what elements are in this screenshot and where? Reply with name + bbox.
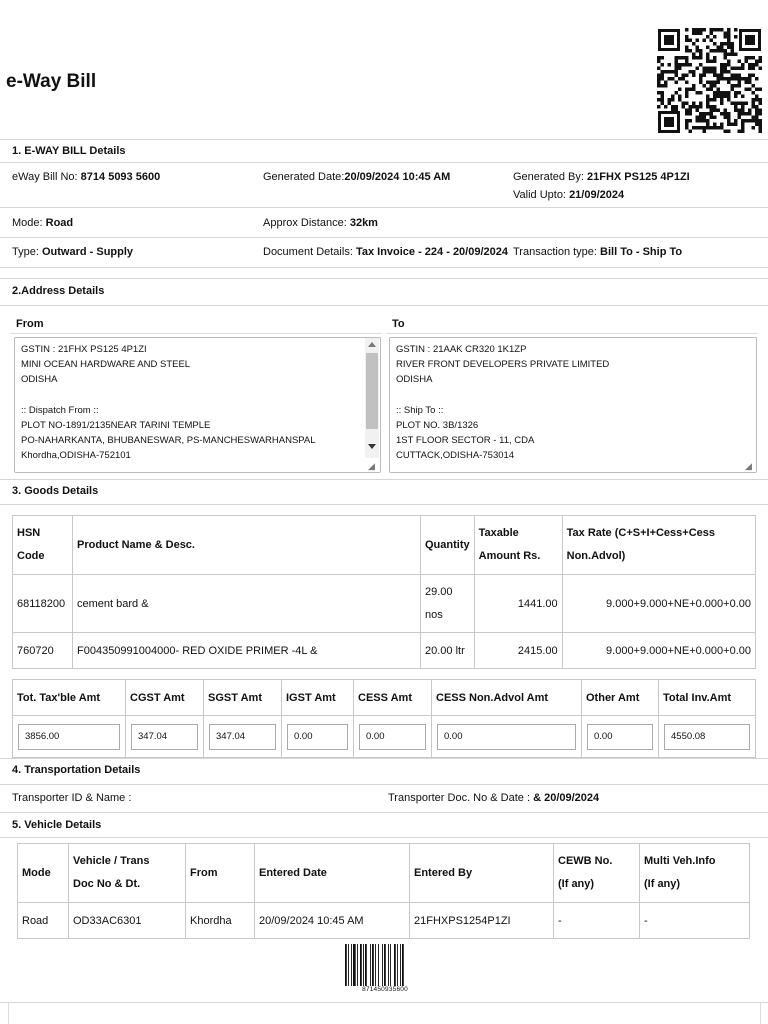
goods-cell-tax-rate: 9.000+9.000+NE+0.000+0.00 <box>562 633 755 669</box>
totals-table <box>12 679 756 758</box>
resize-handle-icon[interactable]: ◢ <box>745 461 752 471</box>
totals-header-cgst: CGST Amt <box>126 680 204 716</box>
barcode-number: 871450935600 <box>362 986 408 993</box>
to-label: To <box>392 318 405 330</box>
vehicle-header-multi: Multi Veh.Info (If any) <box>640 844 750 903</box>
from-label: From <box>16 318 44 330</box>
goods-cell-hsn: 760720 <box>13 633 73 669</box>
goods-header-quantity: Quantity <box>421 516 475 575</box>
vehicle-cell-from: Khordha <box>186 903 255 939</box>
other-field[interactable]: 0.00 <box>587 724 653 750</box>
tot-taxable-field[interactable]: 3856.00 <box>18 724 120 750</box>
table-row <box>18 903 750 939</box>
totals-header-other: Other Amt <box>582 680 659 716</box>
resize-handle-icon[interactable]: ◢ <box>368 461 375 471</box>
eway-bill-no: eWay Bill No: 8714 5093 5600 <box>12 171 161 183</box>
barcode-icon <box>345 944 425 986</box>
cgst-field[interactable]: 347.04 <box>131 724 198 750</box>
totals-header-cess-nonadvol: CESS Non.Advol Amt <box>432 680 582 716</box>
section-vehicle-title: 5. Vehicle Details <box>12 819 102 831</box>
vehicle-header-cewb: CEWB No. (If any) <box>554 844 640 903</box>
mode: Mode: Road <box>12 217 74 229</box>
vehicle-cell-entered-date: 20/09/2024 10:45 AM <box>255 903 410 939</box>
goods-cell-hsn: 68118200 <box>13 575 73 633</box>
approx-distance: Approx Distance: 32km <box>263 217 378 229</box>
to-address-textarea[interactable]: GSTIN : 21AAK CR320 1K1ZP RIVER FRONT DEVELOPERS PRIVATE LIMITED ODISHA :: Ship To :: PLOT NO. 3B/1326 1ST FLOOR SECTOR - 11, CDA CUTTACK,ODISHA-753014 <box>389 337 757 473</box>
goods-header-taxable: Taxable Amount Rs. <box>474 516 562 575</box>
igst-field[interactable]: 0.00 <box>287 724 348 750</box>
cess-nonadvol-field[interactable]: 0.00 <box>437 724 576 750</box>
goods-cell-quantity: 20.00 ltr <box>421 633 475 669</box>
totals-header-total-inv: Total Inv.Amt <box>659 680 756 716</box>
vehicle-cell-cewb: - <box>554 903 640 939</box>
section-transport-title: 4. Transportation Details <box>12 764 141 776</box>
totals-header-taxable: Tot. Tax'ble Amt <box>13 680 126 716</box>
section-address-title: 2.Address Details <box>12 285 105 297</box>
generated-by: Generated By: 21FHX PS125 4P1ZI <box>513 171 690 183</box>
goods-table <box>12 515 756 669</box>
cess-field[interactable]: 0.00 <box>359 724 426 750</box>
supply-type: Type: Outward - Supply <box>12 246 134 258</box>
goods-cell-taxable: 2415.00 <box>474 633 562 669</box>
vehicle-cell-mode: Road <box>18 903 69 939</box>
vehicle-table <box>17 843 750 939</box>
goods-header-hsn: HSN Code <box>13 516 73 575</box>
goods-cell-taxable: 1441.00 <box>474 575 562 633</box>
vehicle-header-entered-by: Entered By <box>410 844 554 903</box>
vehicle-cell-multi: - <box>640 903 750 939</box>
from-address-textarea[interactable]: GSTIN : 21FHX PS125 4P1ZI MINI OCEAN HARDWARE AND STEEL ODISHA :: Dispatch From :: PLOT NO-1891/2135NEAR TARINI TEMPLE PO-NAHARKANTA, BHUBANESWAR, PS-MANCHESWARHANSPAL Khordha,ODISHA-752101 <box>14 337 381 473</box>
table-row <box>13 575 756 633</box>
transporter-doc: Transporter Doc. No & Date : & 20/09/2024 <box>388 792 600 804</box>
vehicle-header-from: From <box>186 844 255 903</box>
goods-header-product: Product Name & Desc. <box>73 516 421 575</box>
qr-code-icon <box>657 28 762 134</box>
table-row <box>13 633 756 669</box>
goods-header-tax-rate: Tax Rate (C+S+I+Cess+Cess Non.Advol) <box>562 516 755 575</box>
vehicle-cell-entered-by: 21FHXPS1254P1ZI <box>410 903 554 939</box>
vehicle-header-vehicle: Vehicle / Trans Doc No & Dt. <box>69 844 186 903</box>
section-eway-title: 1. E-WAY BILL Details <box>12 145 126 157</box>
document-details: Document Details: Tax Invoice - 224 - 20/09/2024 <box>263 246 508 258</box>
goods-cell-tax-rate: 9.000+9.000+NE+0.000+0.00 <box>562 575 755 633</box>
goods-cell-product: cement bard & <box>73 575 421 633</box>
sgst-field[interactable]: 347.04 <box>209 724 276 750</box>
goods-cell-quantity: 29.00 nos <box>421 575 475 633</box>
transaction-type: Transaction type: Bill To - Ship To <box>513 246 683 258</box>
vehicle-header-mode: Mode <box>18 844 69 903</box>
section-goods-title: 3. Goods Details <box>12 485 99 497</box>
page-title: e-Way Bill <box>6 71 97 92</box>
total-inv-field[interactable]: 4550.08 <box>664 724 750 750</box>
generated-date: Generated Date:20/09/2024 10:45 AM <box>263 171 451 183</box>
totals-header-igst: IGST Amt <box>282 680 354 716</box>
valid-upto: Valid Upto: 21/09/2024 <box>513 189 625 201</box>
from-address-scrollbar[interactable] <box>365 338 379 458</box>
transporter-id-name: Transporter ID & Name : <box>12 792 132 804</box>
totals-header-sgst: SGST Amt <box>204 680 282 716</box>
vehicle-cell-vehicle: OD33AC6301 <box>69 903 186 939</box>
vehicle-header-entered-date: Entered Date <box>255 844 410 903</box>
totals-header-cess: CESS Amt <box>354 680 432 716</box>
goods-cell-product: F004350991004000- RED OXIDE PRIMER -4L & <box>73 633 421 669</box>
